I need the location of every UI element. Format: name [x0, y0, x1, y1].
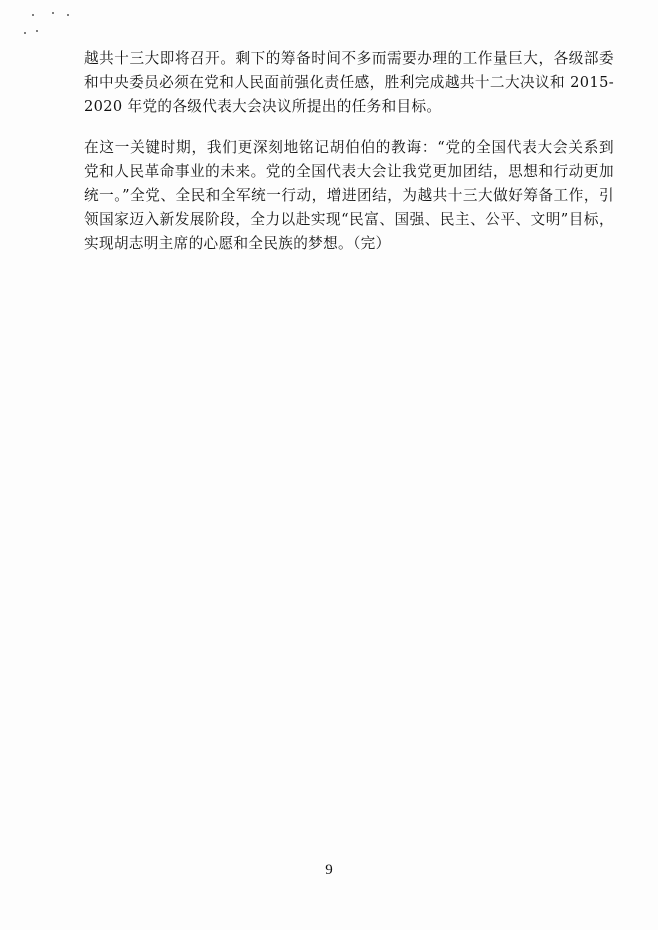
- scan-speck: [52, 12, 54, 14]
- document-body: [84, 47, 614, 273]
- paragraph-2: 在这一关键时期，我们更深刻地铭记胡伯伯的教诲：“党的全国代表大会关系到党和人民革命事业的未来。党的全国代表大会让我党更加团结，思想和行动更加统一。”全党、全民和全军统一行动，增进团结，为越共十三大做好筹备工作，引领国家迈入新发展阶段，全力以赴实现“民富、国强、民主、公平、文明”目标，实现胡志明主席的心愿和全民族的梦想。（完）: [84, 139, 614, 252]
- scan-speck: [24, 32, 26, 34]
- scan-speck: [36, 30, 38, 32]
- page-number: 9: [325, 862, 333, 878]
- paragraph-1: 越共十三大即将召开。剩下的筹备时间不多而需要办理的工作量巨大，各级部委和中央委员必须在党和人民面前强化责任感，胜利完成越共十二大决议和 2015-2020 年党的各级代表大会决议所提出的任务和目标。: [84, 50, 614, 115]
- scan-speck: [32, 14, 34, 16]
- scan-speck: [67, 14, 69, 16]
